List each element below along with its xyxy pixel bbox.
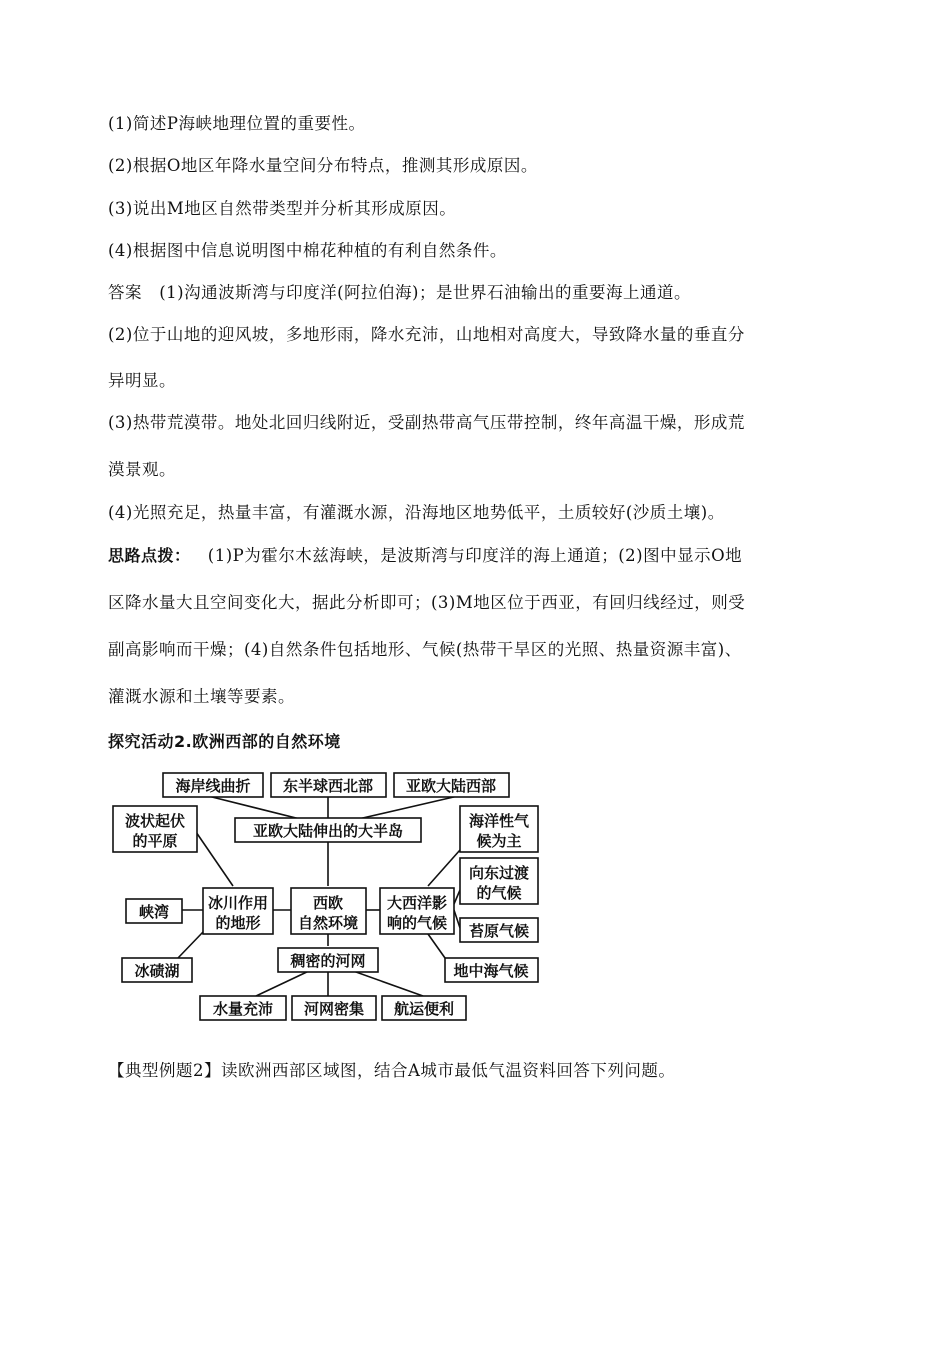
- svg-text:的平原: 的平原: [132, 832, 178, 850]
- section-title: 探究活动2.欧洲西部的自然环境: [108, 732, 341, 751]
- box-mediterranean: [445, 958, 538, 982]
- answer-3-line-1: (3)热带荒漠带。地处北回归线附近，受副热带高气压带控制，终年高温干燥，形成荒: [108, 413, 745, 432]
- svg-text:航运便利: 航运便利: [393, 1000, 455, 1018]
- answer-2-line-1: (2)位于山地的迎风坡，多地形雨，降水充沛，山地相对高度大，导致降水量的垂直分: [108, 325, 745, 344]
- box-glacier: [203, 888, 273, 934]
- svg-text:大西洋影: 大西洋影: [386, 894, 448, 912]
- svg-text:地中海气候: 地中海气候: [453, 962, 529, 980]
- svg-text:波状起伏: 波状起伏: [124, 812, 186, 830]
- box-peninsula: [235, 818, 421, 842]
- answer-3-line-2: 漠景观。: [108, 460, 176, 479]
- answer-1: (1)沟通波斯湾与印度洋(阿拉伯海)；是世界石油输出的重要海上通道。: [159, 283, 691, 302]
- example-question: 【典型例题2】读欧洲西部区域图，结合A城市最低气温资料回答下列问题。: [108, 1061, 676, 1080]
- svg-text:峡湾: 峡湾: [138, 903, 170, 921]
- svg-text:河网密集: 河网密集: [303, 1000, 365, 1018]
- svg-text:候为主: 候为主: [476, 832, 522, 850]
- svg-text:海洋性气: 海洋性气: [468, 812, 530, 830]
- svg-text:西欧: 西欧: [312, 894, 344, 912]
- svg-text:稠密的河网: 稠密的河网: [290, 952, 366, 970]
- svg-text:冰川作用: 冰川作用: [207, 894, 269, 912]
- question-2: (2)根据O地区年降水量空间分布特点，推测其形成原因。: [108, 156, 538, 175]
- hint-text-1: (1)P为霍尔木兹海峡，是波斯湾与印度洋的海上通道；(2)图中显示O地: [207, 546, 743, 565]
- hint-label: 思路点拨：: [108, 546, 191, 565]
- svg-text:向东过渡: 向东过渡: [468, 864, 530, 882]
- svg-text:响的气候: 响的气候: [386, 914, 448, 932]
- box-coast: [163, 773, 263, 797]
- hint-line-3: 副高影响而干燥；(4)自然条件包括地形、气候(热带干旱区的光照、热量资源丰富)、: [108, 640, 742, 659]
- box-atlantic: [380, 888, 454, 934]
- svg-text:自然环境: 自然环境: [297, 914, 359, 932]
- svg-text:的地形: 的地形: [215, 914, 261, 932]
- svg-text:冰碛湖: 冰碛湖: [134, 962, 180, 980]
- svg-text:苔原气候: 苔原气候: [468, 922, 530, 940]
- question-1: (1)简述P海峡地理位置的重要性。: [108, 114, 366, 133]
- box-center: [291, 888, 366, 934]
- box-transition: [460, 858, 538, 904]
- question-3: (3)说出M地区自然带类型并分析其形成原因。: [108, 199, 457, 218]
- hint-line-4: 灌溉水源和土壤等要素。: [108, 687, 295, 706]
- answer-label: 答案: [108, 283, 142, 302]
- box-tundra: [460, 918, 538, 942]
- svg-text:的气候: 的气候: [476, 884, 522, 902]
- svg-text:水量充沛: 水量充沛: [212, 1000, 274, 1018]
- answer-4: (4)光照充足，热量丰富，有灌溉水源，沿海地区地势低平，土质较好(沙质土壤)。: [108, 503, 725, 522]
- concept-diagram: [108, 768, 548, 1028]
- box-moraine-lake: [122, 958, 192, 982]
- svg-text:亚欧大陆西部: 亚欧大陆西部: [405, 777, 497, 795]
- box-water: [200, 996, 286, 1020]
- box-hemisphere: [271, 773, 386, 797]
- answer-2-line-2: 异明显。: [108, 371, 176, 390]
- box-rivers: [278, 948, 378, 972]
- box-plain: [113, 806, 197, 852]
- svg-text:东半球西北部: 东半球西北部: [282, 777, 374, 795]
- box-dense: [292, 996, 376, 1020]
- svg-text:亚欧大陆伸出的大半岛: 亚欧大陆伸出的大半岛: [252, 822, 404, 840]
- box-fjord: [126, 899, 182, 923]
- answer-line-1: [108, 279, 691, 303]
- box-shipping: [382, 996, 466, 1020]
- box-oceanic: [460, 806, 538, 852]
- svg-text:海岸线曲折: 海岸线曲折: [175, 777, 251, 795]
- question-4: (4)根据图中信息说明图中棉花种植的有利自然条件。: [108, 241, 507, 260]
- hint-line-1: [108, 542, 742, 566]
- box-continent-west: [394, 773, 509, 797]
- hint-line-2: 区降水量大且空间变化大，据此分析即可；(3)M地区位于西亚，有回归线经过，则受: [108, 593, 746, 612]
